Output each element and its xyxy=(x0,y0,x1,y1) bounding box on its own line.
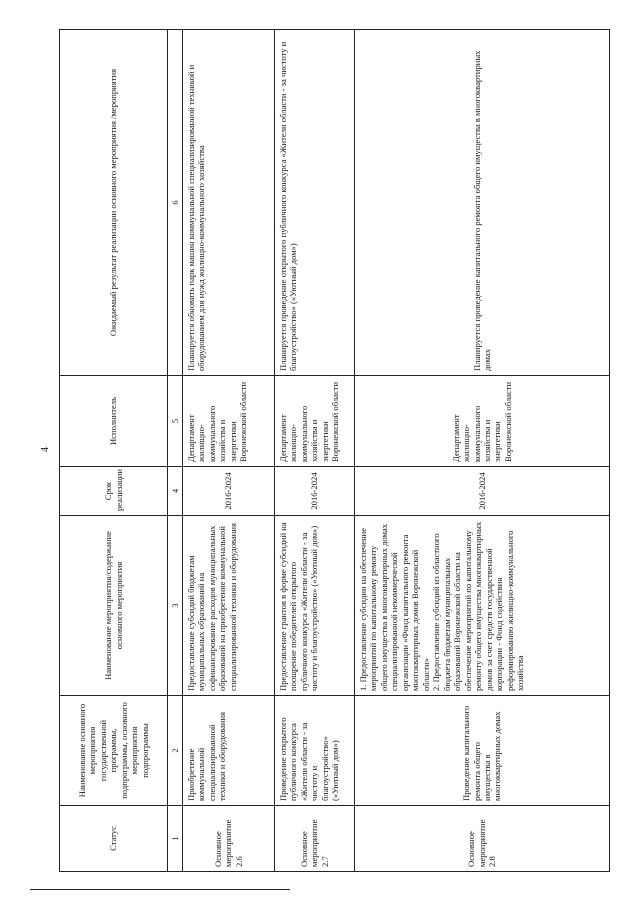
header-measure-content: Наименование мероприятия/содержание основного мероприятия xyxy=(60,516,168,696)
row-name: Проведение открытого публичного конкурса «Жители области - за чистоту и благоустройство» («Уютный дом») xyxy=(275,696,355,806)
table-header-row xyxy=(60,30,168,872)
header-status: Статус xyxy=(60,806,168,872)
header-executor: Исполнитель xyxy=(60,376,168,467)
row-period: 2016-2024 xyxy=(183,467,275,516)
row-content: Предоставление субсидий бюджетам муниципальных образований на софинансирование расходов муниципальных образований на приобретение коммунальной специализированной техники и оборудования xyxy=(183,516,275,696)
row-result: Планируется проведение капитального ремонта общего имущества в многоквартирных домах xyxy=(355,30,610,376)
row-result: Планируется обновить парк машин коммунальной специализированной техникой и оборудованием для нужд жилищно-коммунального хозяйства xyxy=(183,30,275,376)
column-number: 4 xyxy=(168,467,183,516)
row-status: Основное мероприятие 2.8 xyxy=(355,806,610,872)
row-content: Предоставление грантов в форме субсидий на поощрение победителей открытого публичного конкурса «Жители области - за чистоту и благоустройство» («Уютный дом») xyxy=(275,516,355,696)
row-executor: Департамент жилищно-коммунального хозяйства и энергетики Воронежской области xyxy=(275,376,355,467)
header-program-name: Наименование основного мероприятия государственной программы, подпрограммы, основного мероприятия подпрограммы xyxy=(60,696,168,806)
row-content xyxy=(355,516,610,696)
column-number: 6 xyxy=(168,30,183,376)
column-number: 3 xyxy=(168,516,183,696)
header-period: Срок реализации xyxy=(60,467,168,516)
table-row xyxy=(183,30,275,872)
row-status: Основное мероприятие 2.7 xyxy=(275,806,355,872)
row-name: Проведение капитального ремонта общего имущества в многоквартирных домах xyxy=(355,696,610,806)
page-number: 4 xyxy=(40,447,51,452)
header-expected-result: Ожидаемый результат реализации основного мероприятия /мероприятия xyxy=(60,30,168,376)
row-executor: Департамент жилищно-коммунального хозяйства и энергетики Воронежской области xyxy=(355,376,610,467)
row-status: Основное мероприятие 2.6 xyxy=(183,806,275,872)
row-result: Планируется проведение открытого публичного конкурса «Жители области - за чистоту и благоустройство» («Уютный дом») xyxy=(275,30,355,376)
row-content-item: 1. Предоставление субсидии на обеспечение мероприятий по капитальному ремонту общего имущества в многоквартирных домах специализированной некоммерческой организации «Фонд капитального ремонта многоквартирных домов Воронежской области» xyxy=(358,523,431,691)
column-number: 2 xyxy=(168,696,183,806)
row-content-item: 2. Предоставление субсидий из областного бюджета бюджетам муниципальных образований Воронежской области на обеспечение мероприятий по капитальному ремонту общего имущества многоквартирных домов за счет средств государственной корпорации - Фонд содействия реформированию жилищно-коммунального хозяйства xyxy=(431,521,526,691)
footnote-divider xyxy=(30,889,290,890)
row-executor: Департамент жилищно-коммунального хозяйства и энергетики Воронежской области xyxy=(183,376,275,467)
row-name: Приобретение коммунальной специализированной техники и оборудования xyxy=(183,696,275,806)
row-period: 2016-2024 xyxy=(275,467,355,516)
column-number: 5 xyxy=(168,376,183,467)
measures-table xyxy=(59,29,610,872)
rotated-table-container xyxy=(59,30,610,872)
column-number: 1 xyxy=(168,806,183,872)
column-number-row xyxy=(168,30,183,872)
table-row xyxy=(275,30,355,872)
row-period: 2016-2024 xyxy=(355,467,610,516)
table-row xyxy=(355,30,610,872)
